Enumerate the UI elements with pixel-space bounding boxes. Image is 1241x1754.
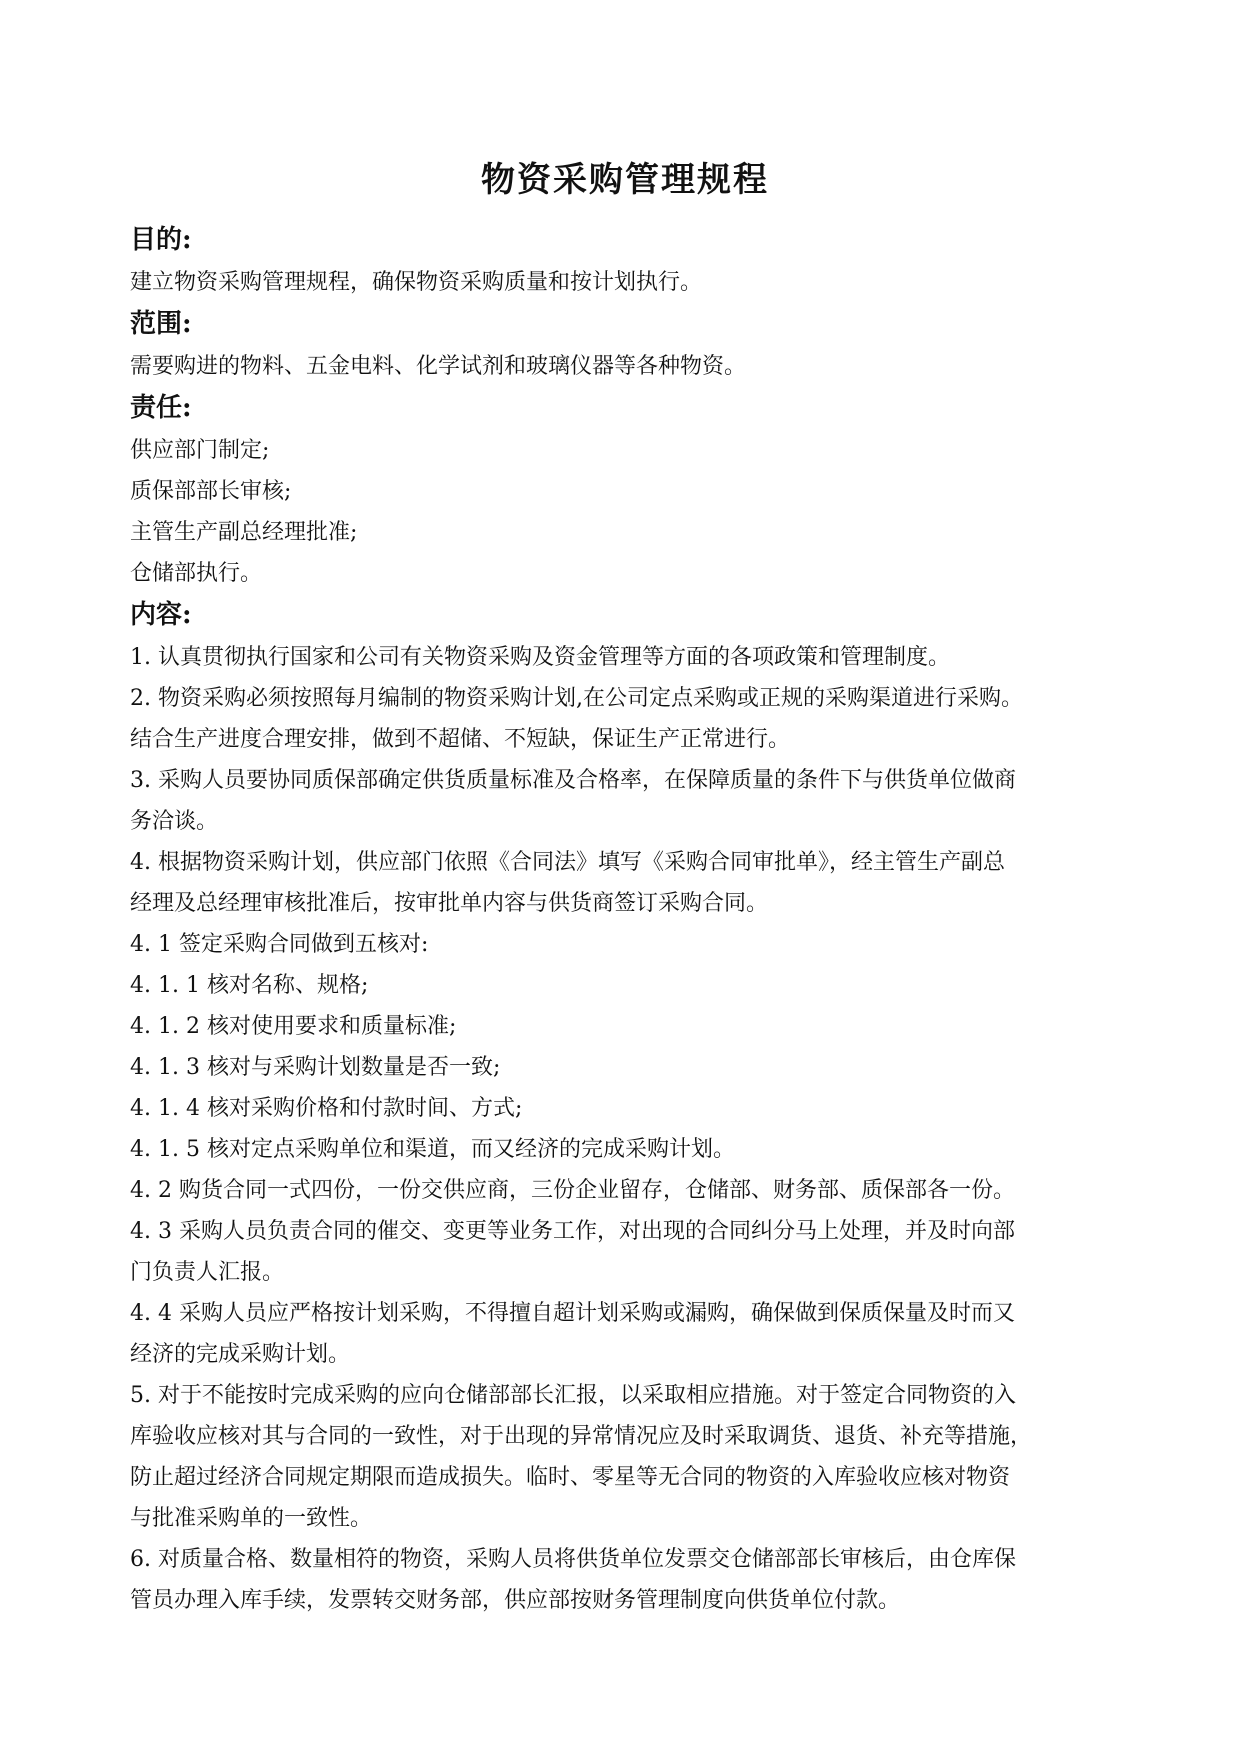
body-line: 4. 2 购货合同一式四份，一份交供应商，三份企业留存，仓储部、财务部、质保部各一份。 (130, 1178, 1015, 1203)
body-line: 经理及总经理审核批准后，按审批单内容与供货商签订采购合同。 (130, 891, 769, 916)
body-line: 仓储部执行。 (130, 561, 263, 586)
body-line: 4. 4 采购人员应严格按计划采购，不得擅自超计划采购或漏购，确保做到保质保量及时而又 (130, 1301, 1015, 1326)
body-line: 主管生产副总经理批准; (130, 520, 358, 545)
body-line: 4. 1. 5 核对定点采购单位和渠道，而又经济的完成采购计划。 (130, 1137, 735, 1162)
section-heading: 目的: (130, 225, 192, 255)
section-heading: 责任: (130, 393, 192, 423)
body-line: 3. 采购人员要协同质保部确定供货质量标准及合格率，在保障质量的条件下与供货单位做商 (130, 768, 1016, 793)
body-line: 4. 1. 4 核对采购价格和付款时间、方式; (130, 1096, 523, 1121)
body-line: 4. 1. 2 核对使用要求和质量标准; (130, 1014, 457, 1039)
section-heading: 范围: (130, 309, 192, 339)
document-title: 物资采购管理规程 (481, 160, 769, 200)
body-line: 4. 1 签定采购合同做到五核对: (130, 932, 429, 957)
body-line: 4. 3 采购人员负责合同的催交、变更等业务工作，对出现的合同纠分马上处理，并及时向部 (130, 1219, 1015, 1244)
body-line: 4. 1. 3 核对与采购计划数量是否一致; (130, 1055, 501, 1080)
body-line: 1. 认真贯彻执行国家和公司有关物资采购及资金管理等方面的各项政策和管理制度。 (130, 645, 950, 670)
body-line: 建立物资采购管理规程，确保物资采购质量和按计划执行。 (130, 270, 703, 295)
body-line: 防止超过经济合同规定期限而造成损失。临时、零星等无合同的物资的入库验收应核对物资 (130, 1465, 1011, 1490)
body-line: 门负责人汇报。 (130, 1260, 285, 1285)
body-line: 供应部门制定; (130, 438, 270, 463)
body-line: 管员办理入库手续，发票转交财务部，供应部按财务管理制度向供货单位付款。 (130, 1588, 901, 1613)
body-line: 6. 对质量合格、数量相符的物资，采购人员将供货单位发票交仓储部部长审核后，由仓库保 (130, 1547, 1016, 1572)
body-line: 库验收应核对其与合同的一致性，对于出现的异常情况应及时采取调货、退货、补充等措施， (130, 1424, 1033, 1449)
body-line: 与批准采购单的一致性。 (130, 1506, 373, 1531)
body-line: 4. 1. 1 核对名称、规格; (130, 973, 369, 998)
document-body (130, 219, 1120, 1621)
body-line: 务洽谈。 (130, 809, 219, 834)
body-line: 4. 根据物资采购计划，供应部门依照《合同法》填写《采购合同审批单》，经主管生产副总 (130, 850, 1005, 875)
body-line: 质保部部长审核; (130, 479, 292, 504)
body-line: 2. 物资采购必须按照每月编制的物资采购计划,在公司定点采购或正规的采购渠道进行采购。 (130, 686, 1023, 711)
body-line: 结合生产进度合理安排，做到不超储、不短缺，保证生产正常进行。 (130, 727, 791, 752)
body-line: 需要购进的物料、五金电料、化学试剂和玻璃仪器等各种物资。 (130, 354, 747, 379)
body-line: 经济的完成采购计划。 (130, 1342, 351, 1367)
section-heading: 内容: (130, 600, 192, 630)
document-page (130, 155, 1120, 1621)
body-line: 5. 对于不能按时完成采购的应向仓储部部长汇报，以采取相应措施。对于签定合同物资的入 (130, 1383, 1016, 1408)
